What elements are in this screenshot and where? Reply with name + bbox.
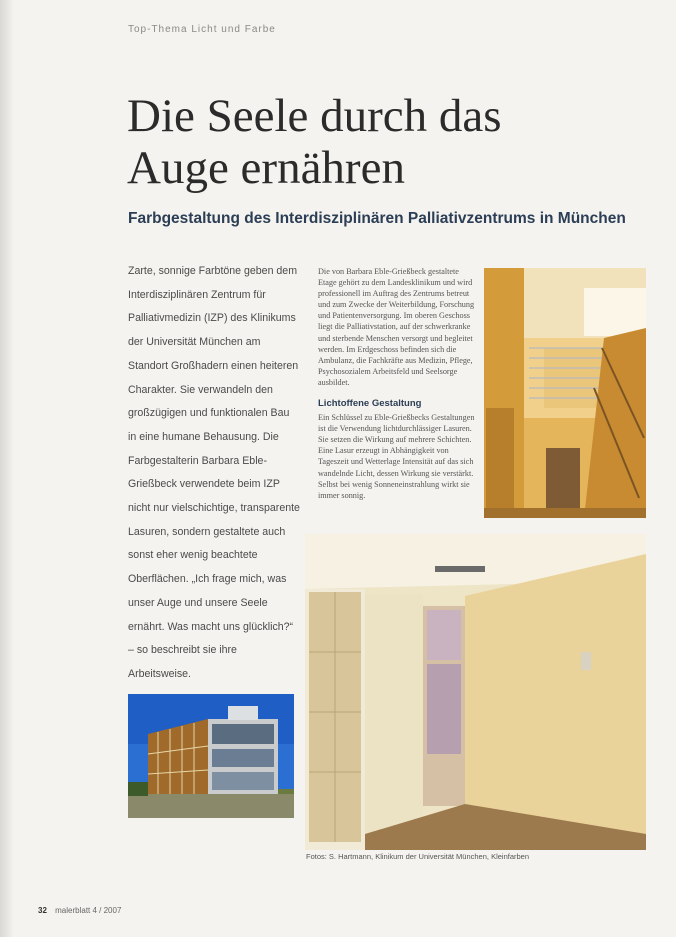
photo-caption: Fotos: S. Hartmann, Klinikum der Universität München, Kleinfarben <box>306 852 530 861</box>
column-2-paragraph-1: Die von Barbara Eble-Grießbeck gestaltete Etage gehört zu dem Landesklinikum und wird professionell im Auftrag des Zentrums betreut und zum Zwecke der Weiterbildung, Forschung und Patientenversorgung. Im oberen Geschoss liegt die Palliativstation, auf der schwerkranke und sterbende Menschen versorgt und begleitet werden. Im Erdgeschoss befinden sich die Ambulanz, die Fachkräfte aus Medizin, Pflege, Psychosozialem Arbeitsfeld und Seelsorge ausbildet. <box>318 267 475 387</box>
section-kicker: Top-Thema Licht und Farbe <box>128 24 276 35</box>
headline: Die Seele durch das Auge ernähren <box>127 90 502 194</box>
magazine-name: malerblatt 4 / 2007 <box>55 906 122 915</box>
page-number: 32 <box>38 906 47 915</box>
body-column-1: Zarte, sonnige Farbtöne geben dem Interdisziplinären Zentrum für Palliativmedizin (IZP) des Klinikums der Universität München am Standort Großhadern einen heiteren Charakter. Sie verwandeln den großzügigen und funktionalen Bau in eine humane Behausung. Die Farbgestalterin Barbara Eble-Grießbeck verwendete beim IZP nicht nur vielschichtige, transparente Lasuren, sondern gestaltete auch sonst eher wenig beachtete Oberflächen. „Ich frage mich, was unser Auge und unsere Seele ernährt. Was macht uns glücklich?“ – so beschreibt sie ihre Arbeitsweise. <box>128 265 300 680</box>
patient-room-photo <box>305 534 646 850</box>
subtitle: Farbgestaltung des Interdisziplinären Palliativzentrums in München <box>128 210 626 227</box>
scan-edge <box>0 0 14 937</box>
building-exterior-photo <box>128 694 294 818</box>
stairwell-photo <box>484 268 646 518</box>
body-column-2 <box>318 266 476 501</box>
page-footer <box>38 906 121 915</box>
column-2-subheading: Lichtoffene Gestaltung <box>318 398 422 410</box>
column-2-paragraph-2: Ein Schlüssel zu Eble-Grießbecks Gestaltungen ist die Verwendung lichtdurchlässiger Lasuren. Sie setzen die Wirkung auf mehrere Schichten. Eine Lasur erzeugt in Abhängigkeit von Tageszeit und Wetterlage Intensität auf das sich wandelnde Licht, dessen Wirkung sie verstärkt. Selbst bei wenig Sonneneinstrahlung wirkt sie immer sonnig. <box>318 413 475 500</box>
